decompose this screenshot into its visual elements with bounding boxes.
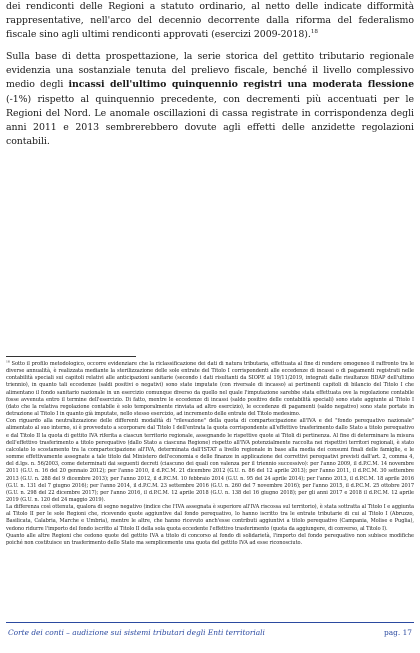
footnote-paragraph-4: Quanto alle altre Regioni che cedono quote del gettito IVA a titolo di concorso al fondo di solidarietà, l'importo del fondo perequativo non subisce modifiche poiché non costituisce un trasferimento dello Stato ma semplicemente una quota del gettito IVA ad esse riconosciuto. [6, 532, 414, 546]
paragraph-1-text: dei rendiconti delle Regioni a statuto ordinario, al netto delle indicate difformità rappresentative, nell'arco del decennio decorrente dalla riforma del federalismo fiscale sino agli ultimi rendiconti approvati (esercizi 2009-2018). [6, 1, 414, 41]
footnote-paragraph-2: Con riguardo alla neutralizzazione delle differenti modalità di "rilevazione" della quota di compartecipazione all'IVA e del "fondo perequativo nazionale" alimentato al suo interno, si è provveduto a scorporare dal Titolo I dell'entrata la quota corrispondente all'effettivo trasferimento dallo Stato a titolo perequativo e dal Titolo II la quota di gettito IVA riferita a ciascun territorio regionale, assegnando le rispettive quote ai Titoli di pertinenza. Al fine di determinare la misura dell'effettivo trasferimento a titolo perequativo (dallo Stato a ciascuna Regione) rispetto all'IVA potenzialmente raccolta nei rispettivi territori regionali, è stato calcolato lo scostamento tra la compartecipazione all'IVA, determinata dall'ISTAT a livello regionale in base alla media dei consumi finali delle famiglie, e le somme effettivamente assegnate a tale titolo dal Ministero dell'economia e delle finanze in applicazione dei correttivi perequativi previsti dall'art. 2, comma 4, del d.lgs. n. 56/2003, come determinati dai seguenti decreti (ciascuno dei quali con valenza per il triennio successivo): per l'anno 2009, il d.P.C.M. 14 novembre 2011 (G.U. n. 16 del 20 gennaio 2012); per l'anno 2010, il d.P.C.M. 21 dicembre 2012 (G.U. n. 86 del 12 aprile 2013); per l'anno 2011, il d.P.C.M. 30 settembre 2013 (G.U. n. 288 del 9 dicembre 2013); per l'anno 2012, il d.P.C.M. 10 febbraio 2014 (G.U. n. 95 del 24 aprile 2014); per l'anno 2013, il d.P.C.M. 18 aprile 2016 (G.U. n. 131 del 7 giugno 2016); per l'anno 2014, il d.P.C.M. 23 settembre 2016 (G.U. n. 260 del 7 novembre 2016); per l'anno 2015, il d.P.C.M. 25 ottobre 2017 (G.U. n. 298 del 22 dicembre 2017); per l'anno 2016, il d.P.C.M. 12 aprile 2018 (G.U. n. 138 del 16 giugno 2018); per gli anni 2017 e 2018 il d.P.C.M. 12 aprile 2019 (G.U. n. 120 del 24 maggio 2019). [6, 418, 414, 503]
footnote-paragraph-1-text: Sotto il profilo metodologico, occorre evidenziare che la riclassificazione dei dati di natura tributaria, effettuata al fine di rendere omogeneo il raffronto tra le diverse annualità, è realizzata mediante la sterilizzazione delle sole entrate del Titolo I corrispondenti alle eccedenze di incassi o di pagamenti registrati nelle contabilità speciali sui capitoli relativi alle anticipazioni sanitarie (secondo i dati risultanti da SIOPE al 19/11/2019, integrati dalle risultanze BDAP dell'ultimo triennio), in quanto tali eccedenze (saldi positivi o negativi) sono state imputate (con riversale di incasso) ai pertinenti capitoli di bilancio del Titolo I che alimentano il fondo sanitario nazionale in un esercizio comunque diverso da quello nel quale l'imputazione sarebbe stata effettuata ove la regolazione contabile fosse avvenuta entro il termine dell'esercizio. Di fatto, mentre le eccedenze di incassi (saldo positivo delle contabilità speciali) sono state aggiunte al Titolo I (dato che la relativa regolazione contabile è solo temporalmente rinviata ad altro esercizio), le eccedenze di pagamenti (saldo negativo) sono state portate in detrazione al Titolo I in quanto già imputate, nello stesso esercizio, ad incremento delle entrate del Titolo medesimo. [6, 361, 414, 418]
footnote-separator [6, 356, 136, 357]
footer-page-number: pag. 17 [384, 628, 412, 637]
footnote-ref-18[interactable]: 18 [310, 29, 318, 36]
footnote-paragraph-1 [6, 361, 414, 418]
body-paragraph-1 [6, 0, 414, 43]
paragraph-2-bold-highlight: incassi dell'ultimo quinquennio registri una moderata flessione [68, 79, 414, 91]
footnote-18 [6, 361, 414, 547]
footnote-paragraph-3: La differenza così ottenuta, qualora di segno negativo (indice che l'IVA assegnata è superiore all'IVA riscossa sul territorio), è stata sottratta al Titolo I e aggiunta al Titolo II per le sole Regioni che, ricevendo quote aggiuntive dal fondo perequativo, lo hanno iscritto tra le entrate tributarie di cui al Titolo I (Abruzzo, Basilicata, Calabria, Marche e Umbria), mentre le altre, che hanno ricevuto anch'esse contributi aggiuntivi a titolo perequativo (Campania, Molise e Puglia), vedono ridurre l'importo del fondo iscritto al Titolo II della sola quota eccedente l'effettivo trasferimento (quota da aggiungere, di converso, al Titolo I). [6, 504, 414, 532]
footnote-number: 18 [6, 359, 10, 364]
body-paragraph-2 [6, 50, 414, 149]
paragraph-2-text-end: (-1%) rispetto al quinquennio precedente, con decrementi più accentuati per le Regioni del Nord. Le anomale oscillazioni di cassa registrate in corrispondenza degli anni 2011 e 2013 sembrerebbero dovute agli effetti delle anzidette regolazioni contabili. [6, 93, 414, 148]
paragraph-2-text-start: Sulla base di detta prospettazione, la serie storica del gettito tributario regionale evidenzia una sostanziale tenuta del prelievo fiscale, benché il livello complessivo medio degli [6, 51, 414, 91]
footer-document-title: Corte dei conti – audizione sui sistemi tributari degli Enti territoriali [8, 628, 265, 637]
footer-rule [6, 622, 414, 623]
